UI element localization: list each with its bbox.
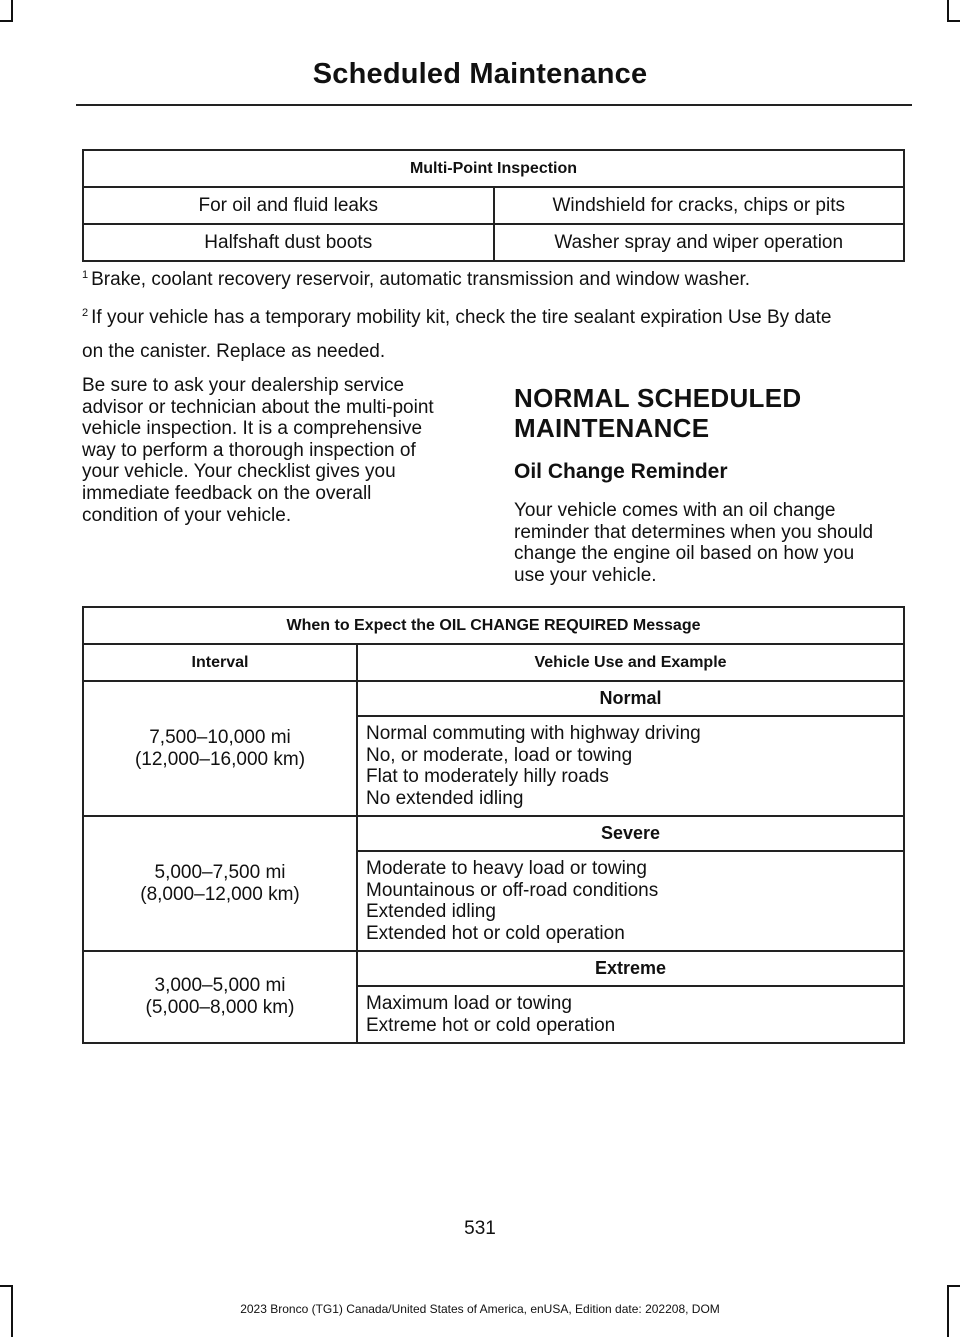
table-cell: Windshield for cracks, chips or pits [494, 187, 905, 224]
usage-item: Extended idling [366, 901, 496, 922]
crop-mark-top-left-h [0, 20, 12, 22]
usage-item: Normal commuting with highway driving [366, 723, 701, 744]
heading-line: MAINTENANCE [514, 413, 710, 443]
multipoint-table-header: Multi-Point Inspection [83, 150, 904, 187]
crop-mark-top-right-v [947, 0, 949, 22]
usage-description [357, 851, 904, 951]
oil-table-title: When to Expect the OIL CHANGE REQUIRED Message [83, 607, 904, 644]
interval-cell [83, 816, 357, 951]
usage-description [357, 716, 904, 816]
interval-cell [83, 681, 357, 816]
footnote-text: Brake, coolant recovery reservoir, automatic transmission and window washer. [91, 269, 751, 290]
title-divider [76, 104, 912, 106]
category-label: Extreme [357, 951, 904, 986]
interval-miles: 7,500–10,000 mi [149, 726, 291, 748]
paragraph-line: vehicle inspection. It is a comprehensive [82, 418, 423, 440]
column-header-interval: Interval [83, 644, 357, 681]
paragraph-line: condition of your vehicle. [82, 504, 292, 526]
paragraph-line: reminder that determines when you should [514, 521, 874, 543]
heading-line: NORMAL SCHEDULED [514, 383, 802, 413]
table-cell: Washer spray and wiper operation [494, 224, 905, 261]
interval-miles: 5,000–7,500 mi [154, 861, 286, 883]
usage-item: Extended hot or cold operation [366, 922, 625, 944]
page-number: 531 [464, 1218, 496, 1239]
interval-kilometers: (5,000–8,000 km) [145, 997, 295, 1018]
paragraph-line: way to perform a thorough inspection of [82, 439, 416, 461]
usage-item: Mountainous or off-road conditions [366, 879, 659, 901]
crop-mark-top-left-v [11, 0, 13, 22]
table-row [83, 681, 904, 716]
footnote-text: If your vehicle has a temporary mobility kit, check the tire sealant expiration Use By date [91, 307, 832, 328]
subsection-heading: Oil Change Reminder [514, 460, 728, 483]
footnote-2 [82, 296, 912, 369]
usage-item: No extended idling [366, 787, 524, 809]
paragraph-line: your vehicle. Your checklist gives you [82, 461, 396, 483]
paragraph-line: use your vehicle. [514, 564, 657, 586]
multipoint-paragraph [82, 375, 434, 526]
table-row [83, 224, 904, 261]
usage-item: Flat to moderately hilly roads [366, 766, 609, 787]
paragraph-line: advisor or technician about the multi-point [82, 396, 434, 418]
table-row [83, 187, 904, 224]
interval-kilometers: (12,000–16,000 km) [134, 748, 306, 770]
oil-change-table [82, 606, 905, 1044]
edition-footer: 2023 Bronco (TG1) Canada/United States of America, enUSA, Edition date: 202208, DOM [240, 1302, 720, 1316]
table-cell: Halfshaft dust boots [83, 224, 494, 261]
crop-mark-bottom-right-h [948, 1285, 960, 1287]
usage-description [357, 986, 904, 1043]
page-title: Scheduled Maintenance [312, 58, 648, 90]
column-header-vehicle-use: Vehicle Use and Example [357, 644, 904, 681]
footnote-marker: 1 [82, 269, 89, 281]
footnote-text: on the canister. Replace as needed. [82, 341, 386, 362]
paragraph-line: immediate feedback on the overall [82, 482, 372, 504]
usage-item: Extreme hot or cold operation [366, 1014, 616, 1036]
section-heading [514, 383, 801, 443]
table-row [83, 951, 904, 986]
usage-item: Moderate to heavy load or towing [366, 858, 647, 879]
usage-item: Maximum load or towing [366, 993, 572, 1014]
crop-mark-bottom-left-h [0, 1285, 12, 1287]
crop-mark-top-right-h [948, 20, 960, 22]
paragraph-line: Be sure to ask your dealership service [82, 375, 405, 396]
footnote-marker: 2 [82, 307, 89, 319]
category-label: Severe [357, 816, 904, 851]
paragraph-line: change the engine oil based on how you [514, 543, 855, 565]
paragraph-line: Your vehicle comes with an oil change [514, 500, 836, 521]
interval-kilometers: (8,000–12,000 km) [140, 883, 300, 905]
usage-item: No, or moderate, load or towing [366, 744, 633, 766]
interval-miles: 3,000–5,000 mi [154, 975, 286, 996]
table-cell: For oil and fluid leaks [83, 187, 494, 224]
table-row [83, 816, 904, 851]
category-label: Normal [357, 681, 904, 716]
interval-cell [83, 951, 357, 1043]
footnote-1 [82, 258, 912, 297]
oil-reminder-paragraph [514, 500, 873, 586]
multipoint-inspection-table [82, 149, 905, 262]
